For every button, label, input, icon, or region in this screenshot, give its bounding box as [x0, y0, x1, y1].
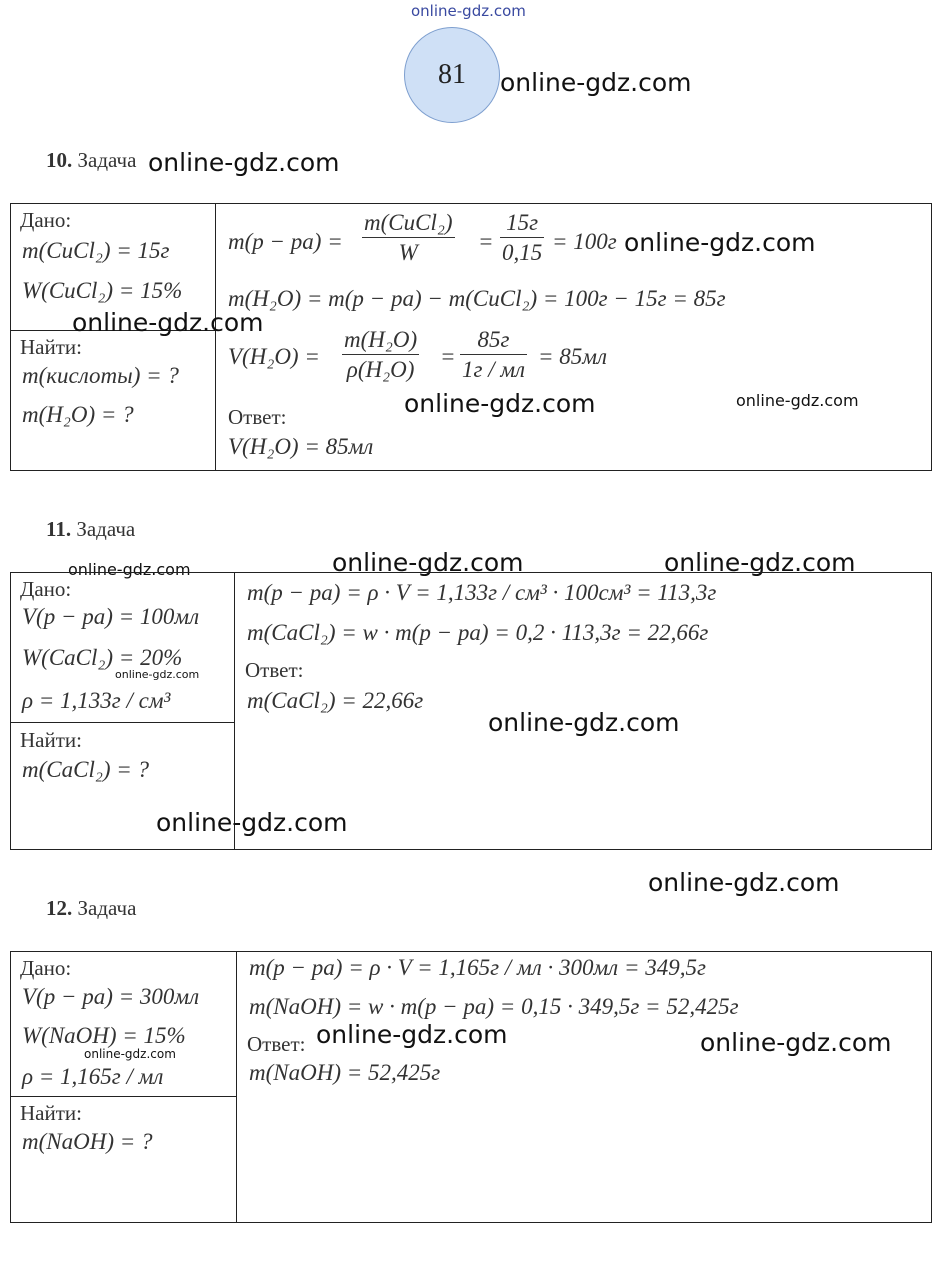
column-divider: [236, 951, 237, 1223]
solution-text: m(p − pa) =: [228, 229, 343, 254]
task-number: 10.: [46, 148, 73, 172]
answer-label: Ответ:: [247, 1032, 306, 1056]
column-divider: [215, 203, 216, 471]
task-number: 12.: [46, 896, 73, 920]
solution-text: = 100г: [552, 229, 617, 254]
watermark: online-gdz.com: [84, 1047, 176, 1061]
fraction-bar: [460, 354, 527, 355]
watermark: online-gdz.com: [316, 1020, 508, 1049]
answer: V(H₂O) = 85мл: [228, 434, 374, 459]
solution-text: =: [440, 344, 456, 369]
task-title: Задача: [77, 896, 137, 920]
find-item: m(NaOH) = ?: [22, 1129, 153, 1154]
solution-line: m(NaOH) = w · m(p − pa) = 0,15 · 349,5г = 52,425г: [249, 994, 739, 1019]
numerator: m(CuCl₂): [364, 210, 453, 235]
given-item: ρ = 1,165г / мл: [22, 1064, 164, 1089]
fraction-bar: [342, 354, 419, 355]
solution-text: = 85мл: [538, 344, 607, 369]
solution-line: m(H₂O) = m(p − pa) − m(CuCl₂) = 100г − 15г = 85г: [228, 286, 726, 311]
numerator: 85г: [477, 327, 510, 352]
given-item: W(NaOH) = 15%: [22, 1023, 186, 1048]
find-label: Найти:: [20, 1101, 82, 1125]
watermark: online-gdz.com: [148, 148, 340, 177]
given-item: V(p − pa) = 100мл: [22, 604, 200, 629]
page-number: 81: [438, 59, 466, 90]
watermark: online-gdz.com: [736, 391, 859, 410]
given-find-divider: [10, 1096, 236, 1097]
task-title: Задача: [77, 148, 137, 172]
task-number: 11.: [46, 517, 72, 541]
answer-label: Ответ:: [245, 658, 304, 682]
given-item: W(CaCl₂) = 20%: [22, 645, 183, 670]
given-find-divider: [10, 722, 234, 723]
solution-text: =: [478, 229, 494, 254]
watermark: online-gdz.com: [115, 668, 200, 681]
task-11-heading: [46, 517, 135, 542]
numerator: m(H₂O): [344, 327, 418, 352]
task-title: Задача: [76, 517, 136, 541]
task-12-heading: [46, 896, 136, 921]
solution-line: m(p − pa) = ρ · V = 1,133г / см³ · 100см³ = 113,3г: [247, 580, 717, 605]
fraction: [500, 210, 544, 266]
find-item: m(CaCl₂) = ?: [22, 757, 150, 782]
solution-line: m(CaCl₂) = w · m(p − pa) = 0,2 · 113,3г = 22,66г: [247, 620, 709, 645]
fraction-bar: [500, 237, 544, 238]
fraction: [460, 327, 527, 383]
watermark: online-gdz.com: [68, 560, 191, 579]
denominator: 0,15: [502, 240, 543, 265]
answer: m(NaOH) = 52,425г: [249, 1060, 441, 1085]
given-item: V(p − pa) = 300мл: [22, 984, 200, 1009]
watermark: online-gdz.com: [700, 1028, 892, 1057]
watermark-top: online-gdz.com: [411, 2, 526, 20]
find-item: m(H₂O) = ?: [22, 402, 134, 427]
denominator: W: [398, 240, 418, 265]
given-item: m(CuCl₂) = 15г: [22, 238, 170, 263]
solution-line: m(p − pa) = ρ · V = 1,165г / мл · 300мл = 349,5г: [249, 955, 706, 980]
given-label: Дано:: [20, 577, 72, 601]
given-item: ρ = 1,133г / см³: [22, 688, 171, 713]
given-label: Дано:: [20, 208, 72, 232]
watermark: online-gdz.com: [156, 808, 348, 837]
watermark: online-gdz.com: [664, 548, 856, 577]
fraction: [362, 210, 455, 266]
watermark: online-gdz.com: [72, 308, 264, 337]
fraction: [342, 327, 419, 383]
find-label: Найти:: [20, 728, 82, 752]
denominator: ρ(H₂O): [346, 357, 415, 382]
given-item: W(CuCl₂) = 15%: [22, 278, 183, 303]
watermark: online-gdz.com: [404, 389, 596, 418]
task-10-heading: [46, 148, 136, 173]
solution-text: V(H₂O) =: [228, 344, 320, 369]
watermark: online-gdz.com: [332, 548, 524, 577]
answer-label: Ответ:: [228, 405, 287, 429]
watermark: online-gdz.com: [624, 228, 816, 257]
find-item: m(кислоты) = ?: [22, 363, 179, 388]
given-label: Дано:: [20, 956, 72, 980]
watermark: online-gdz.com: [648, 868, 840, 897]
fraction-bar: [362, 237, 455, 238]
numerator: 15г: [506, 210, 539, 235]
watermark: online-gdz.com: [500, 68, 692, 97]
watermark: online-gdz.com: [488, 708, 680, 737]
answer: m(CaCl₂) = 22,66г: [247, 688, 424, 713]
find-label: Найти:: [20, 335, 82, 359]
page-number-circle: [404, 27, 500, 123]
denominator: 1г / мл: [462, 357, 526, 382]
